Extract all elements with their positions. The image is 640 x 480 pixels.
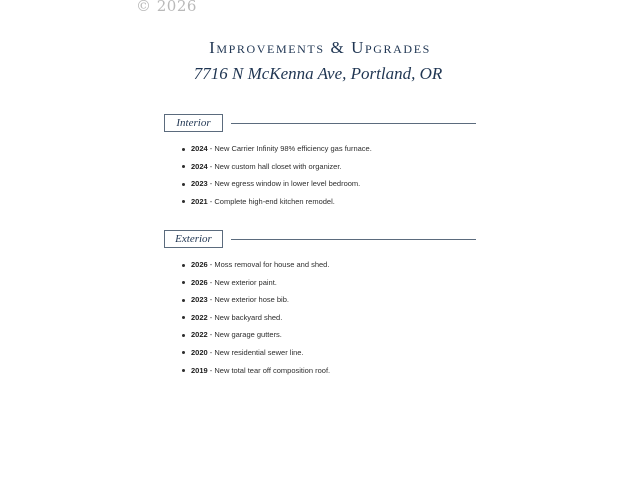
copyright-watermark: © 2026 xyxy=(136,0,197,15)
bullet-icon xyxy=(182,148,185,151)
page-title: Improvements & Upgrades xyxy=(209,38,431,57)
bullet-icon xyxy=(182,316,185,319)
item-separator: - xyxy=(207,260,215,269)
item-year: 2026 xyxy=(191,260,208,269)
item-year: 2020 xyxy=(191,347,208,357)
bullet-icon xyxy=(182,369,185,372)
section-heading: Exterior xyxy=(164,230,223,248)
item-description: New custom hall closet with organizer. xyxy=(214,161,342,171)
item-year: 2023 xyxy=(191,179,208,189)
bullet-icon xyxy=(182,183,185,186)
bullet-icon xyxy=(182,264,185,267)
bullet-icon xyxy=(182,299,185,302)
item-year: 2019 xyxy=(191,365,208,375)
item-description: New garage gutters. xyxy=(214,330,282,340)
item-separator: - xyxy=(207,330,215,340)
item-year: 2022 xyxy=(191,312,208,322)
item-separator: - xyxy=(207,347,215,357)
item-year: 2021 xyxy=(191,196,208,206)
item-separator: - xyxy=(207,144,215,153)
item-description: New Carrier Infinity 98% efficiency gas furnace. xyxy=(214,144,372,153)
item-year: 2023 xyxy=(191,295,208,305)
item-description: Complete high-end kitchen remodel. xyxy=(214,196,335,206)
section-heading: Interior xyxy=(164,114,223,132)
item-separator: - xyxy=(207,295,215,305)
bullet-icon xyxy=(182,281,185,284)
item-separator: - xyxy=(207,312,215,322)
bullet-icon xyxy=(182,165,185,168)
section-divider xyxy=(231,239,476,240)
section-header-interior xyxy=(164,114,476,132)
item-year: 2026 xyxy=(191,277,208,287)
bullet-icon xyxy=(182,200,185,203)
item-year: 2022 xyxy=(191,330,208,340)
item-year: 2024 xyxy=(191,161,208,171)
section-header-exterior xyxy=(164,230,476,248)
item-separator: - xyxy=(207,196,215,206)
property-address: 7716 N McKenna Ave, Portland, OR xyxy=(193,64,443,83)
section-divider xyxy=(231,123,476,124)
item-description: New backyard shed. xyxy=(214,312,283,322)
item-description: New exterior hose bib. xyxy=(214,295,289,305)
item-separator: - xyxy=(207,277,215,287)
item-description: New total tear off composition roof. xyxy=(214,365,331,375)
item-description: New egress window in lower level bedroom. xyxy=(214,179,361,189)
bullet-icon xyxy=(182,351,185,354)
item-separator: - xyxy=(207,365,215,375)
item-description: New exterior paint. xyxy=(214,277,277,287)
item-year: 2024 xyxy=(191,144,208,153)
item-description: New residential sewer line. xyxy=(214,347,304,357)
item-separator: - xyxy=(207,161,215,171)
item-description: Moss removal for house and shed. xyxy=(214,260,330,269)
item-separator: - xyxy=(207,179,215,189)
bullet-icon xyxy=(182,334,185,337)
